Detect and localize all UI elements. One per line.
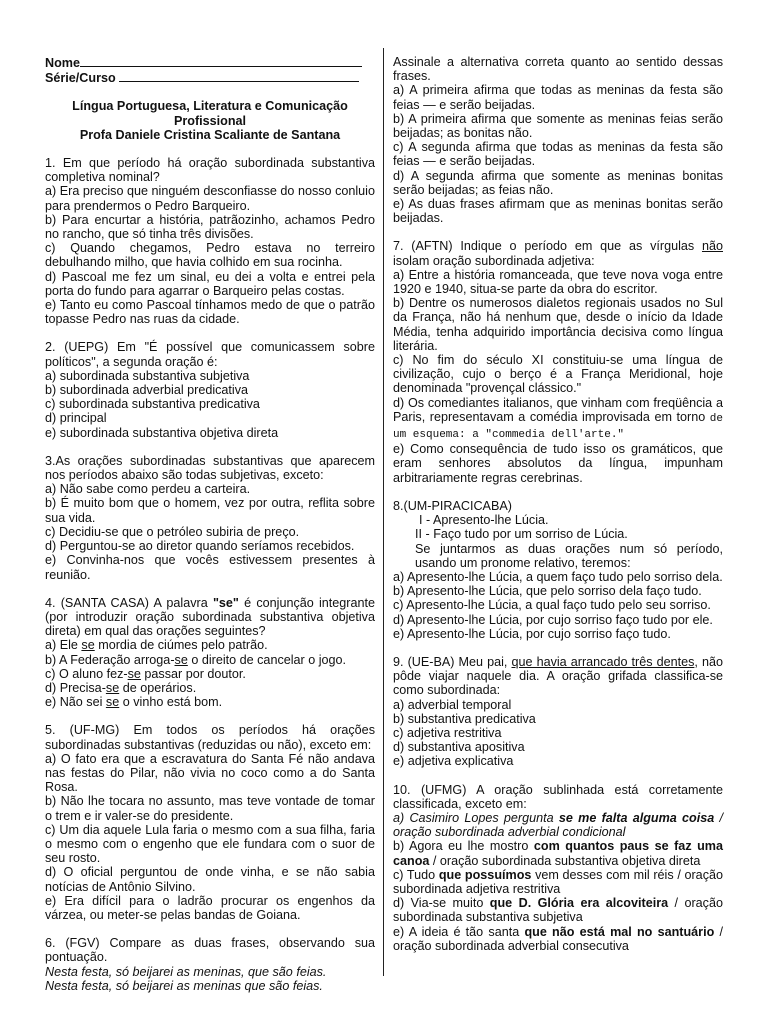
question-6-continued xyxy=(393,55,723,225)
option-a: a) subordinada substantiva subjetiva xyxy=(45,368,250,383)
option-text: passar por doutor. xyxy=(140,666,246,681)
option-c: c) subordinada substantiva predicativa xyxy=(45,397,260,412)
option-b: b) Para encurtar a história, patrãozinho, achamos Pedro no rancho, que só tinha três divisões. xyxy=(45,212,375,242)
option-c: c) Decidiu-se que o petróleo subiria de preço. xyxy=(45,524,300,539)
underlined-word: se xyxy=(81,638,95,653)
option-e: e) subordinada substantiva objetiva direta xyxy=(45,425,279,440)
option-a: a) Não sabe como perdeu a carteira. xyxy=(45,482,251,497)
course-field[interactable] xyxy=(119,70,359,82)
option-d xyxy=(393,396,723,443)
option-text: o vinho está bom. xyxy=(119,695,223,710)
option-c: c) Um dia aquele Lula faria o mesmo com a sua filha, faria o mesmo com o engenho que ele fundara com o suor de seu rosto. xyxy=(45,822,375,866)
option-e xyxy=(45,695,375,709)
question-stem: 8.(UM-PIRACICABA) xyxy=(393,498,512,513)
underlined-word: se xyxy=(174,652,188,667)
option-text: / oração subordinada substantiva subjetiva xyxy=(393,896,723,925)
highlighted-clause: com quantos paus se faz uma canoa xyxy=(393,839,723,868)
option-text: e) A ideia é tão santa xyxy=(393,924,525,939)
option-e: e) Apresento-lhe Lúcia, por cujo sorriso faço tudo. xyxy=(393,626,671,641)
option-a xyxy=(45,638,375,652)
stem-text: 9. (UE-BA) Meu pai, xyxy=(393,654,512,669)
option-text: o direito de cancelar o jogo. xyxy=(187,652,347,667)
option-text-mono: de um esquema: a "commedia dell'arte." xyxy=(393,412,723,442)
option-text: / oração subordinada adverbial condicional xyxy=(393,810,724,840)
option-a: a) Era preciso que ninguém desconfiasse do nosso conluio para prendermos o Pedro Barqueiro. xyxy=(45,184,375,213)
option-a: a) Entre a história romanceada, que teve nova voga entre 1920 e 1940, situa-se parte da obra do escritor. xyxy=(393,267,723,297)
option-a xyxy=(393,811,723,839)
option-d: d) principal xyxy=(45,411,107,426)
question-2 xyxy=(45,340,375,439)
option-text: b) A Federação arroga- xyxy=(45,652,175,667)
question-stem xyxy=(45,596,375,639)
sentence-2: Nesta festa, só beijarei as meninas que são feias. xyxy=(45,978,323,993)
option-b xyxy=(45,653,375,667)
question-stem: 5. (UF-MG) Em todos os períodos há orações subordinadas substantivas (reduzidas ou não), exceto em: xyxy=(45,723,375,752)
option-b: b) A primeira afirma que somente as meninas feias serão beijadas; as bonitas não. xyxy=(393,111,723,141)
option-c xyxy=(393,868,723,896)
option-a: a) Apresento-lhe Lúcia, a quem faço tudo pelo sorriso dela. xyxy=(393,569,723,584)
question-9 xyxy=(393,655,723,769)
option-b: b) Não lhe tocara no assunto, mas teve vontade de tomar o trem e ir valer-se do presidente. xyxy=(45,794,375,823)
option-text: / oração subordinada adverbial consecutiva xyxy=(393,924,723,953)
question-stem xyxy=(393,655,723,698)
option-d: d) Pascoal me fez um sinal, eu dei a volta e entrei pela porta do fundo para agarrar o Barqueiro pelas costas. xyxy=(45,269,375,298)
stem-text: isolam oração subordinada adjetiva: xyxy=(393,253,595,268)
option-d: d) Perguntou-se ao diretor quando seríamos recebidos. xyxy=(45,539,355,554)
question-stem: 2. (UEPG) Em "É possível que comunicassem sobre políticos", a segunda oração é: xyxy=(45,340,375,369)
option-c: c) No fim do século XI constituiu-se uma língua de civilização, cujo o berço é a França Meridional, hoje denominada "provençal clássico." xyxy=(393,353,723,396)
question-1 xyxy=(45,156,375,326)
option-text: d) Precisa- xyxy=(45,680,106,695)
highlighted-clause: que D. Glória era alcoviteira xyxy=(489,896,669,911)
option-d: d) Apresento-lhe Lúcia, por cujo sorriso faço tudo por ele. xyxy=(393,612,713,627)
question-stem xyxy=(393,239,723,267)
option-e: e) Tanto eu como Pascoal tínhamos medo de que o patrão topasse Pedro nas ruas da cidade. xyxy=(45,298,375,327)
option-b: b) Apresento-lhe Lúcia, que pelo sorriso dela faço tudo. xyxy=(393,584,702,599)
option-e: e) Como consequência de tudo isso os gramáticos, que eram senhores absolutos da língua, impunham arbitrariamente regras cerebrinas. xyxy=(393,442,723,485)
highlighted-clause: se me falta alguma coisa xyxy=(558,810,715,825)
underlined-clause: que havia arrancado três dentes xyxy=(511,654,695,669)
question-10 xyxy=(393,783,723,953)
option-a: a) O fato era que a escravatura do Santa Fé não andava nas festas do Pilar, não vivia no coco como a do Santa Rosa. xyxy=(45,751,375,795)
option-text: c) Tudo xyxy=(393,867,439,882)
option-d: d) substantiva apositiva xyxy=(393,740,525,755)
underlined-word: se xyxy=(127,666,141,681)
option-text: e) Não sei xyxy=(45,695,106,710)
question-3 xyxy=(45,454,375,582)
option-b: b) É muito bom que o homem, vez por outra, reflita sobre sua vida. xyxy=(45,496,375,525)
option-b: b) substantiva predicativa xyxy=(393,711,536,726)
option-text: vem desses com mil réis / oração subordinada adjetiva restritiva xyxy=(393,867,723,896)
option-e: e) adjetiva explicativa xyxy=(393,754,514,769)
option-text: c) O aluno fez- xyxy=(45,666,128,681)
column-divider xyxy=(383,48,384,976)
option-text: / oração subordinada substantiva objetiva direta xyxy=(429,853,701,868)
highlighted-clause: que possuímos xyxy=(438,867,532,882)
option-d xyxy=(393,896,723,924)
option-text: a) Ele xyxy=(45,638,82,653)
option-c: c) adjetiva restritiva xyxy=(393,725,502,740)
question-stem: 3.As orações subordinadas substantivas que aparecem nos períodos abaixo são todas subjetivas, exceto: xyxy=(45,453,375,483)
highlighted-clause: que não está mal no santuário xyxy=(524,924,715,939)
question-7 xyxy=(393,239,723,484)
option-text: d) Os comediantes italianos, que vinham com freqüência a Paris, representavam a comédia improvisada em torno xyxy=(393,395,723,424)
stem-text: é conjunção integrante (por introduzir oração subordinada substantiva objetiva direta) em qual das orações seguintes? xyxy=(45,595,375,639)
name-label: Nome xyxy=(45,56,80,70)
document-title: Língua Portuguesa, Literatura e Comunicação Profissional xyxy=(72,99,348,128)
highlighted-word: "se" xyxy=(212,595,239,610)
stem-text: , não pôde viajar naquele dia. A oração grifada classifica-se como subordinada: xyxy=(393,654,723,698)
question-4 xyxy=(45,596,375,710)
option-a: a) A primeira afirma que todas as meninas da festa são feias — e serão beijadas. xyxy=(393,83,723,112)
option-e xyxy=(393,925,723,953)
option-text: mordia de ciúmes pelo patrão. xyxy=(94,638,268,653)
sentence-ii: II - Faço tudo por um sorriso de Lúcia. xyxy=(415,527,628,542)
question-instruction: Se juntarmos as duas orações num só período, usando um pronome relativo, teremos: xyxy=(415,541,723,570)
question-stem: 10. (UFMG) A oração sublinhada está corretamente classificada, exceto em: xyxy=(393,782,723,811)
underlined-word: se xyxy=(105,695,120,710)
option-text: de operários. xyxy=(119,680,197,695)
option-e: e) As duas frases afirmam que as meninas bonitas serão beijadas. xyxy=(393,197,723,226)
question-stem: 6. (FGV) Compare as duas frases, observando sua pontuação. xyxy=(45,936,375,965)
course-line xyxy=(45,70,375,85)
option-c xyxy=(45,667,375,681)
option-b: b) Dentre os numerosos dialetos regionais usados no Sul da França, não há nenhum que, desde o início da Idade Média, tenha adquirido importância decisiva como língua literária. xyxy=(393,296,723,353)
option-d: d) O oficial perguntou de onde vinha, e se não sabia notícias de Antônio Silvino. xyxy=(45,865,375,894)
underlined-word: não xyxy=(701,239,723,254)
teacher-name: Profa Daniele Cristina Scaliante de Santana xyxy=(79,127,341,142)
option-d: d) A segunda afirma que somente as meninas bonitas serão beijadas; as feias não. xyxy=(393,168,723,197)
option-text: d) Via-se muito xyxy=(393,896,490,911)
option-b xyxy=(393,839,723,867)
course-label: Série/Curso xyxy=(45,71,116,86)
question-instruction: Assinale a alternativa correta quanto ao sentido dessas frases. xyxy=(393,55,723,84)
question-5 xyxy=(45,723,375,922)
underlined-word: se xyxy=(105,680,120,695)
option-c: c) Quando chegamos, Pedro estava no terreiro debulhando milho, que havia colhido em sua rocinha. xyxy=(45,241,375,270)
option-text: b) Agora eu lhe mostro xyxy=(393,839,534,854)
left-column xyxy=(45,55,375,993)
name-line xyxy=(45,55,375,70)
option-e: e) Convinha-nos que vocês estivessem presentes à reunião. xyxy=(45,553,375,582)
stem-text: 4. (SANTA CASA) A palavra xyxy=(45,595,213,610)
question-stem: 1. Em que período há oração subordinada substantiva completiva nominal? xyxy=(45,156,375,185)
option-d xyxy=(45,681,375,695)
right-column xyxy=(393,55,723,953)
question-8 xyxy=(393,499,723,641)
name-field[interactable] xyxy=(80,55,362,67)
sentence-i: I - Apresento-lhe Lúcia. xyxy=(419,513,549,528)
option-c: c) Apresento-lhe Lúcia, a qual faço tudo pelo seu sorriso. xyxy=(393,598,711,613)
option-text: a) Casimiro Lopes pergunta xyxy=(393,810,559,825)
option-e: e) Era difícil para o ladrão procurar os engenhos da várzea, ou meter-se pelas bandas de Goiana. xyxy=(45,893,375,922)
question-6-start xyxy=(45,936,375,993)
option-c: c) A segunda afirma que todas as meninas da festa são feias — e serão beijadas. xyxy=(393,140,723,169)
stem-text: 7. (AFTN) Indique o período em que as vírgulas xyxy=(393,239,702,254)
sentence-1: Nesta festa, só beijarei as meninas, que são feias. xyxy=(45,964,327,979)
option-a: a) adverbial temporal xyxy=(393,697,512,712)
option-b: b) subordinada adverbial predicativa xyxy=(45,383,249,398)
